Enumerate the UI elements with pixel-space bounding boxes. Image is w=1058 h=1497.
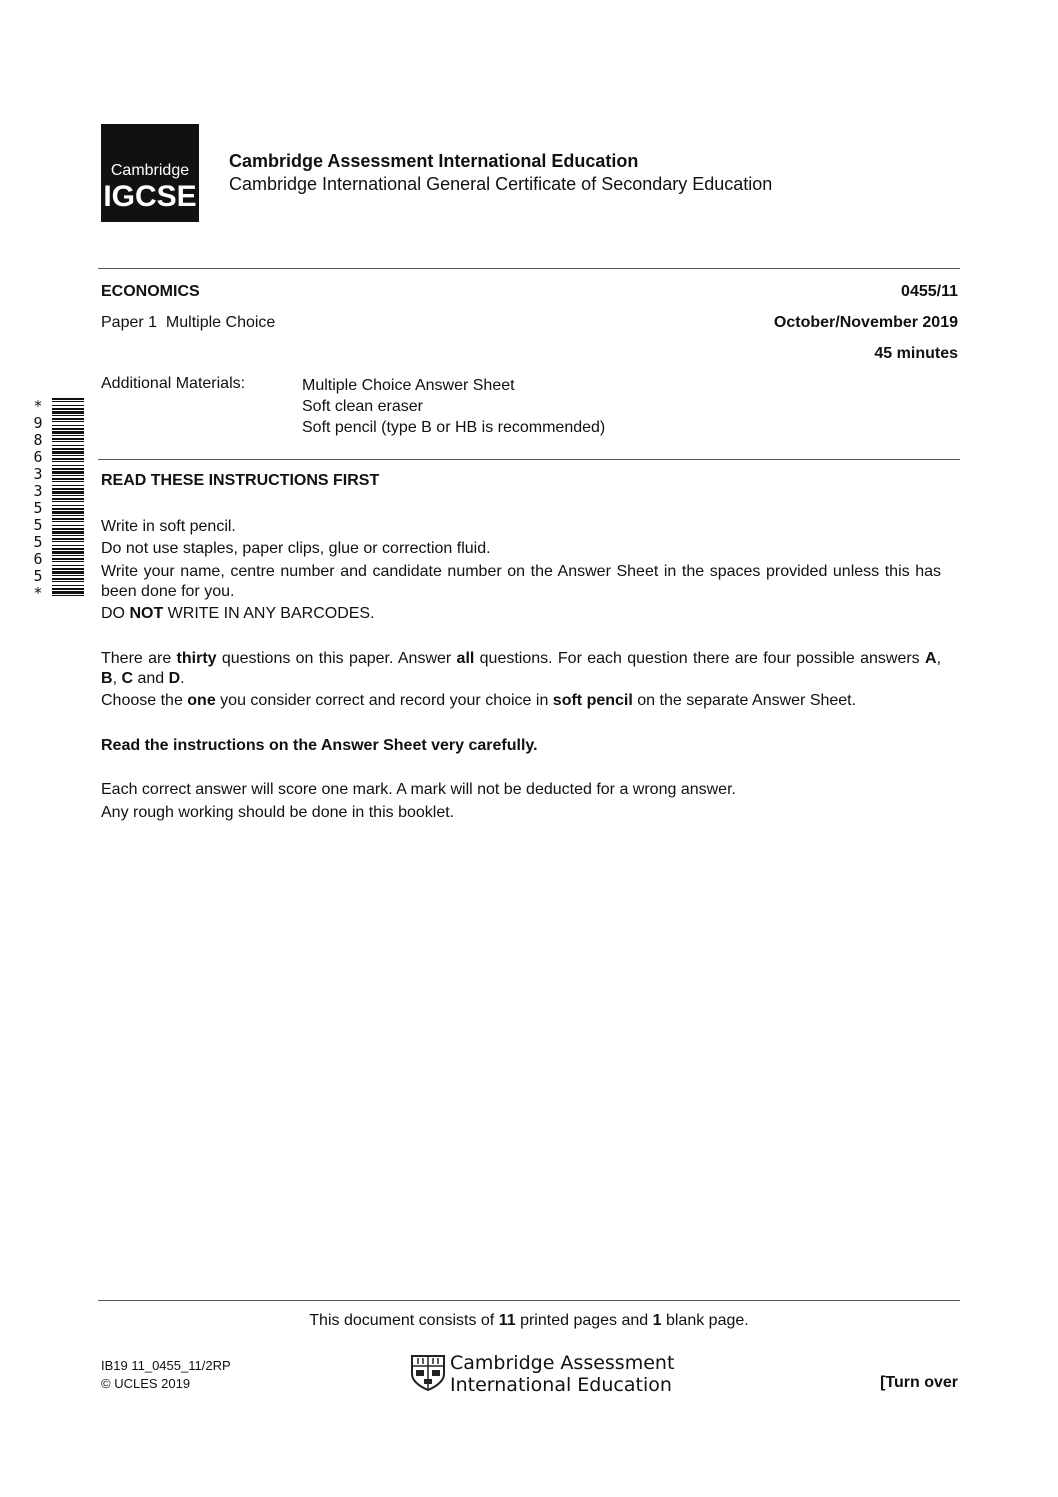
wordmark-line: International Education — [450, 1374, 672, 1396]
materials-list — [302, 375, 605, 438]
instruction-paragraph: There are thirty questions on this paper. Answer all questions. For each question there are four possible answers A, B, C and D. — [101, 650, 942, 687]
materials-item: Multiple Choice Answer Sheet — [302, 377, 515, 394]
instruction-line: Write in soft pencil. — [101, 518, 236, 535]
instruction-paragraph: Read the instructions on the Answer Sheet very carefully. — [101, 737, 538, 754]
divider — [98, 268, 960, 269]
wordmark-line: Cambridge Assessment — [450, 1352, 675, 1374]
instruction-line: DO NOT WRITE IN ANY BARCODES. — [101, 605, 375, 622]
instruction-paragraph: Each correct answer will score one mark. A mark will not be deducted for a wrong answer. — [101, 781, 736, 798]
barcode-number: * 9 8 6 3 3 5 5 5 6 5 * — [33, 397, 43, 602]
instruction-paragraph: Any rough working should be done in this booklet. — [101, 804, 455, 821]
document-reference: IB19 11_0455_11/2RP — [101, 1358, 231, 1373]
divider — [98, 459, 960, 460]
subject-name: ECONOMICS — [101, 283, 200, 300]
cambridge-igcse-logo — [101, 124, 199, 222]
instructions-heading: READ THESE INSTRUCTIONS FIRST — [101, 472, 380, 489]
organisation-title: Cambridge Assessment International Education — [229, 151, 639, 171]
page-count-note: This document consists of 11 printed pages and 1 blank page. — [309, 1312, 749, 1329]
exam-duration: 45 minutes — [874, 345, 958, 362]
logo-cambridge-text: Cambridge — [110, 162, 190, 179]
instruction-line: Write your name, centre number and candidate number on the Answer Sheet in the spaces provided unless this has been done for you. — [101, 563, 941, 600]
copyright: © UCLES 2019 — [101, 1376, 191, 1391]
cambridge-wordmark — [450, 1352, 674, 1396]
cambridge-shield-icon — [410, 1354, 446, 1392]
materials-item: Soft clean eraser — [302, 398, 423, 415]
divider — [98, 1300, 960, 1301]
exam-session: October/November 2019 — [773, 314, 958, 331]
paper-title: Paper 1 Multiple Choice — [101, 314, 276, 331]
barcode-icon — [52, 398, 84, 598]
instruction-line: Do not use staples, paper clips, glue or correction fluid. — [101, 540, 491, 557]
materials-item: Soft pencil (type B or HB is recommended) — [302, 419, 606, 436]
qualification-title: Cambridge International General Certificate of Secondary Education — [229, 174, 773, 194]
logo-igcse-text: IGCSE — [103, 180, 197, 213]
turn-over-note: [Turn over — [880, 1374, 958, 1391]
materials-label: Additional Materials: — [101, 375, 246, 392]
instruction-paragraph: Choose the one you consider correct and record your choice in soft pencil on the separate Answer Sheet. — [101, 692, 857, 709]
subject-code: 0455/11 — [901, 283, 958, 300]
